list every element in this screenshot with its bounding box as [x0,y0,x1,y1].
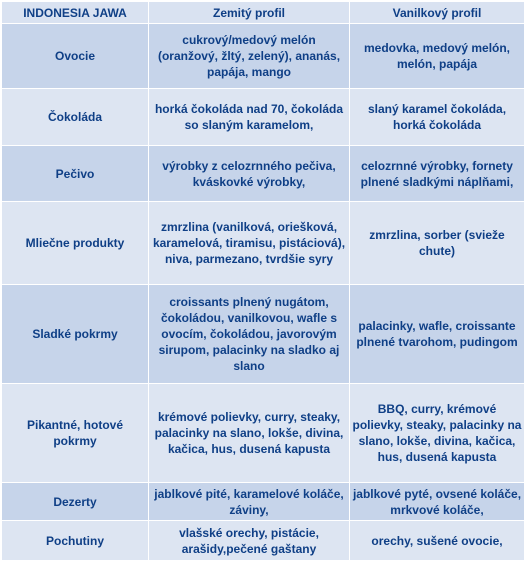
table-row-snacks [2,521,525,561]
table-row-sweet-dishes [2,285,525,384]
category-cell: Dezerty [2,483,149,521]
table-row-pastry [2,146,525,202]
header-origin: INDONESIA JAWA [2,2,149,24]
category-cell: Sladké pokrmy [2,285,149,384]
header-earthy-profile: Zemitý profil [149,2,350,24]
table-row-savory-dishes [2,384,525,483]
table-row-dairy [2,202,525,285]
earthy-cell: jablkové pité, karamelové koláče, záviny, [149,483,350,521]
vanilla-cell: medovka, medový melón, melón, papája [350,24,525,89]
table-row-chocolate [2,89,525,146]
earthy-cell: croissants plnený nugátom, čokoládou, vanilkovou, wafle s ovocím, čokoládou, javorovým sirupom, palacinky na sladko aj slano [149,285,350,384]
vanilla-cell: slaný karamel čokoláda, horká čokoláda [350,89,525,146]
table-row-desserts [2,483,525,521]
earthy-cell: vlašské orechy, pistácie, arašidy,pečené gaštany [149,521,350,561]
category-cell: Pochutiny [2,521,149,561]
vanilla-cell: jablkové pyté, ovsené koláče, mrkvové koláče, [350,483,525,521]
category-cell: Čokoláda [2,89,149,146]
earthy-cell: horká čokoláda nad 70, čokoláda so slaným karamelom, [149,89,350,146]
earthy-cell: krémové polievky, curry, steaky, palacinky na slano, lokše, divina, kačica, hus, dusená kapusta [149,384,350,483]
vanilla-cell: palacinky, wafle, croissante plnené tvarohom, pudingom [350,285,525,384]
header-vanilla-profile: Vanilkový profil [350,2,525,24]
category-cell: Mliečne produkty [2,202,149,285]
vanilla-cell: orechy, sušené ovocie, [350,521,525,561]
vanilla-cell: zmrzlina, sorber (svieže chute) [350,202,525,285]
earthy-cell: zmrzlina (vanilková, oriešková, karamelová, tiramisu, pistáciová), niva, parmezano, tvrdšie syry [149,202,350,285]
category-cell: Pečivo [2,146,149,202]
pairing-table [1,1,525,561]
category-cell: Ovocie [2,24,149,89]
earthy-cell: cukrový/medový melón (oranžový, žltý, zelený), ananás, papája, mango [149,24,350,89]
earthy-cell: výrobky z celozrnného pečiva, kváskovké výrobky, [149,146,350,202]
category-cell: Pikantné, hotové pokrmy [2,384,149,483]
header-row [2,2,525,24]
vanilla-cell: BBQ, curry, krémové polievky, steaky, palacinky na slano, lokše, divina, kačica, hus, dusená kapusta [350,384,525,483]
table-row-fruit [2,24,525,89]
vanilla-cell: celozrnné výrobky, fornety plnené sladkými náplňami, [350,146,525,202]
